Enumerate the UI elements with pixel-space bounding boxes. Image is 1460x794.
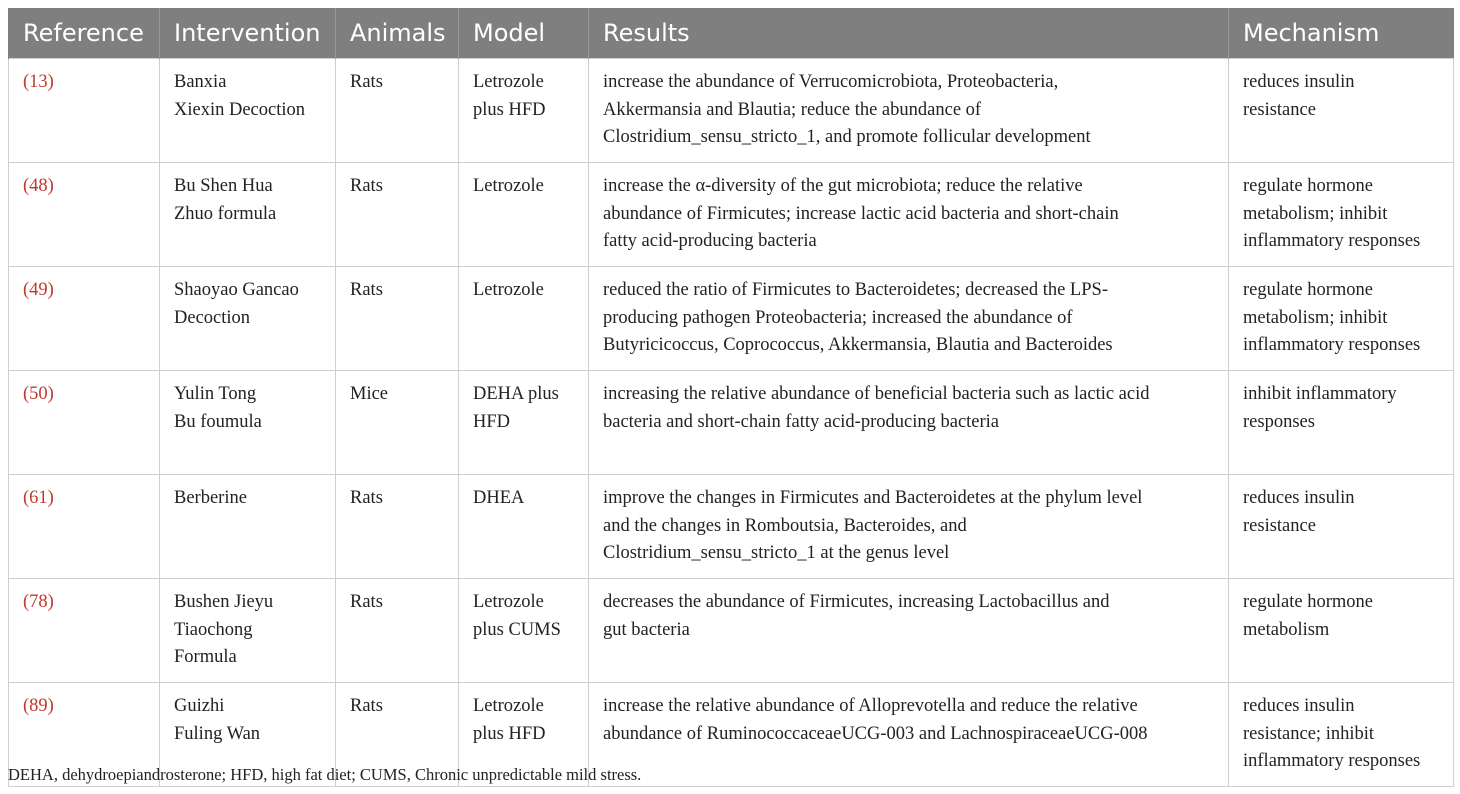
cell-model xyxy=(459,579,589,683)
table-body xyxy=(9,59,1454,787)
cell-mechanism xyxy=(1229,59,1454,163)
cell-results-line: abundance of Firmicutes; increase lactic acid bacteria and short-chain xyxy=(603,203,1119,224)
cell-mechanism-line: metabolism; inhibit xyxy=(1243,307,1388,328)
reference-close-paren: ) xyxy=(47,280,54,300)
cell-results-line: increasing the relative abundance of beneficial bacteria such as lactic acid xyxy=(603,384,1150,404)
cell-intervention-line: Bu foumula xyxy=(174,411,262,432)
cell-results-line: reduced the ratio of Firmicutes to Bacteroidetes; decreased the LPS- xyxy=(603,280,1108,300)
cell-mechanism xyxy=(1229,683,1454,787)
table-row xyxy=(9,475,1454,579)
cell-model xyxy=(459,59,589,163)
cell-mechanism-line: metabolism xyxy=(1243,619,1330,640)
cell-mechanism xyxy=(1229,371,1454,475)
cell-results-line: and the changes in Romboutsia, Bacteroides, and xyxy=(603,515,967,536)
cell-results-line: increase the α-diversity of the gut microbiota; reduce the relative xyxy=(603,176,1083,196)
footnote: DEHA, dehydroepiandrosterone; HFD, high fat diet; CUMS, Chronic unpredictable mild stress. xyxy=(8,765,642,784)
cell-mechanism-line: metabolism; inhibit xyxy=(1243,203,1388,224)
cell-reference xyxy=(9,371,160,475)
cell-reference xyxy=(9,163,160,267)
cell-mechanism-line: reduces insulin xyxy=(1243,696,1355,716)
cell-intervention xyxy=(160,371,336,475)
cell-mechanism-line: inhibit inflammatory xyxy=(1243,384,1397,404)
cell-model xyxy=(459,371,589,475)
cell-results-line: Clostridium_sensu_stricto_1, and promote follicular development xyxy=(603,127,1091,148)
cell-animals: Rats xyxy=(336,163,459,267)
cell-results-line: gut bacteria xyxy=(603,619,690,640)
cell-intervention-line: Yulin Tong xyxy=(174,384,257,404)
reference-link[interactable]: 89 xyxy=(29,696,48,716)
cell-animals: Rats xyxy=(336,59,459,163)
reference-link[interactable]: 48 xyxy=(29,176,48,196)
table-row xyxy=(9,371,1454,475)
reference-open-paren: ( xyxy=(23,176,30,196)
cell-mechanism-line: resistance xyxy=(1243,515,1316,536)
reference-open-paren: ( xyxy=(23,72,30,92)
reference-link[interactable]: 49 xyxy=(29,280,48,300)
table-row xyxy=(9,579,1454,683)
cell-intervention-line: Formula xyxy=(174,647,237,668)
cell-model-line: Letrozole xyxy=(473,280,544,300)
reference-close-paren: ) xyxy=(47,488,54,508)
cell-mechanism xyxy=(1229,163,1454,267)
cell-results xyxy=(589,59,1229,163)
cell-animals: Rats xyxy=(336,579,459,683)
cell-mechanism-line: reduces insulin xyxy=(1243,488,1355,508)
cell-results-line: bacteria and short-chain fatty acid-producing bacteria xyxy=(603,411,1000,432)
cell-intervention xyxy=(160,579,336,683)
cell-results-line: producing pathogen Proteobacteria; increased the abundance of xyxy=(603,307,1073,328)
cell-mechanism-line: inflammatory responses xyxy=(1243,231,1421,252)
cell-mechanism xyxy=(1229,475,1454,579)
cell-model xyxy=(459,267,589,371)
cell-animals: Rats xyxy=(336,683,459,787)
cell-mechanism-line: reduces insulin xyxy=(1243,72,1355,92)
cell-results xyxy=(589,683,1229,787)
cell-results xyxy=(589,579,1229,683)
cell-intervention-line: Bushen Jieyu xyxy=(174,592,274,612)
cell-results-line: Butyricicoccus, Coprococcus, Akkermansia, Blautia and Bacteroides xyxy=(603,335,1113,356)
header-reference: Reference xyxy=(9,8,160,59)
header-row xyxy=(9,8,1454,59)
cell-intervention-line: Shaoyao Gancao xyxy=(174,280,299,300)
reference-open-paren: ( xyxy=(23,592,30,612)
cell-results xyxy=(589,267,1229,371)
cell-model-line: Letrozole xyxy=(473,592,544,612)
table-header xyxy=(9,8,1454,59)
cell-reference xyxy=(9,475,160,579)
cell-results-line: Akkermansia and Blautia; reduce the abundance of xyxy=(603,99,982,120)
reference-close-paren: ) xyxy=(47,384,54,404)
table-row xyxy=(9,267,1454,371)
reference-link[interactable]: 50 xyxy=(29,384,48,404)
cell-mechanism xyxy=(1229,579,1454,683)
cell-model-line: DEHA plus xyxy=(473,384,559,404)
cell-mechanism-line: inflammatory responses xyxy=(1243,751,1421,772)
cell-intervention-line: Zhuo formula xyxy=(174,203,277,224)
cell-animals: Rats xyxy=(336,267,459,371)
reference-open-paren: ( xyxy=(23,488,30,508)
reference-close-paren: ) xyxy=(47,72,54,92)
cell-results xyxy=(589,475,1229,579)
cell-animals: Mice xyxy=(336,371,459,475)
cell-mechanism xyxy=(1229,267,1454,371)
data-table xyxy=(8,8,1454,787)
reference-open-paren: ( xyxy=(23,696,30,716)
header-results: Results xyxy=(589,8,1229,59)
cell-mechanism-line: regulate hormone xyxy=(1243,176,1373,196)
cell-reference xyxy=(9,267,160,371)
cell-results-line: fatty acid-producing bacteria xyxy=(603,231,817,252)
cell-intervention-line: Berberine xyxy=(174,488,247,508)
cell-model-line: plus CUMS xyxy=(473,619,561,640)
cell-model-line: plus HFD xyxy=(473,99,546,120)
table-row xyxy=(9,59,1454,163)
reference-open-paren: ( xyxy=(23,280,30,300)
cell-model-line: HFD xyxy=(473,411,511,432)
cell-intervention-line: Xiexin Decoction xyxy=(174,99,305,120)
cell-reference xyxy=(9,579,160,683)
cell-mechanism-line: inflammatory responses xyxy=(1243,335,1421,356)
reference-link[interactable]: 61 xyxy=(29,488,48,508)
reference-close-paren: ) xyxy=(47,592,54,612)
cell-model xyxy=(459,163,589,267)
cell-intervention xyxy=(160,475,336,579)
cell-mechanism-line: regulate hormone xyxy=(1243,280,1373,300)
cell-intervention-line: Decoction xyxy=(174,307,251,328)
cell-intervention-line: Guizhi xyxy=(174,696,225,716)
cell-mechanism-line: resistance xyxy=(1243,99,1316,120)
header-mechanism: Mechanism xyxy=(1229,8,1454,59)
cell-mechanism-line: responses xyxy=(1243,411,1315,432)
cell-mechanism-line: resistance; inhibit xyxy=(1243,723,1375,744)
cell-results xyxy=(589,163,1229,267)
reference-close-paren: ) xyxy=(47,696,54,716)
cell-model-line: plus HFD xyxy=(473,723,546,744)
header-animals: Animals xyxy=(336,8,459,59)
cell-intervention-line: Fuling Wan xyxy=(174,723,261,744)
cell-intervention xyxy=(160,59,336,163)
cell-results xyxy=(589,371,1229,475)
cell-results-line: increase the relative abundance of Alloprevotella and reduce the relative xyxy=(603,696,1138,716)
cell-model-line: Letrozole xyxy=(473,696,544,716)
cell-intervention xyxy=(160,267,336,371)
reference-open-paren: ( xyxy=(23,384,30,404)
cell-results-line: increase the abundance of Verrucomicrobiota, Proteobacteria, xyxy=(603,72,1059,92)
reference-close-paren: ) xyxy=(47,176,54,196)
cell-results-line: improve the changes in Firmicutes and Bacteroidetes at the phylum level xyxy=(603,488,1143,508)
table-row xyxy=(9,163,1454,267)
cell-model xyxy=(459,475,589,579)
header-model: Model xyxy=(459,8,589,59)
cell-model-line: Letrozole xyxy=(473,72,544,92)
header-intervention: Intervention xyxy=(160,8,336,59)
cell-results-line: abundance of RuminococcaceaeUCG-003 and LachnospiraceaeUCG-008 xyxy=(603,723,1148,744)
reference-link[interactable]: 78 xyxy=(29,592,48,612)
cell-intervention xyxy=(160,163,336,267)
cell-model-line: Letrozole xyxy=(473,176,544,196)
cell-mechanism-line: regulate hormone xyxy=(1243,592,1373,612)
cell-animals: Rats xyxy=(336,475,459,579)
cell-model-line: DHEA xyxy=(473,488,525,508)
cell-results-line: Clostridium_sensu_stricto_1 at the genus level xyxy=(603,543,950,564)
cell-intervention-line: Bu Shen Hua xyxy=(174,176,273,196)
cell-intervention-line: Banxia xyxy=(174,72,227,92)
cell-intervention-line: Tiaochong xyxy=(174,619,253,640)
cell-reference xyxy=(9,59,160,163)
table-container xyxy=(8,8,1453,787)
reference-link[interactable]: 13 xyxy=(29,72,48,92)
cell-results-line: decreases the abundance of Firmicutes, increasing Lactobacillus and xyxy=(603,592,1110,612)
